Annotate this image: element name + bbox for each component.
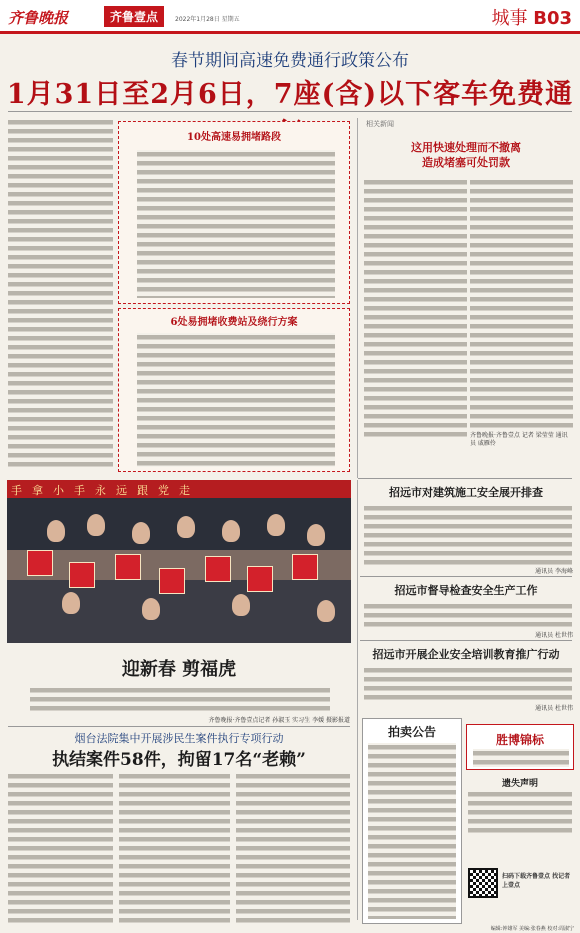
- person: [142, 598, 160, 620]
- court-subtitle: 烟台法院集中开展涉民生案件执行专项行动: [74, 732, 284, 745]
- court-body-2: [119, 772, 230, 927]
- sub-logo: 齐鲁壹点: [104, 6, 164, 27]
- person: [47, 520, 65, 542]
- box-title: 10处高速易拥堵路段: [187, 132, 281, 143]
- paper-cut: [115, 554, 141, 580]
- court-headline: 执结案件58件，拘留17名“老赖”: [52, 750, 306, 770]
- column-divider: [357, 480, 358, 920]
- students-photo: [7, 480, 351, 643]
- photo-headline: 迎新春 剪福虎: [121, 659, 237, 680]
- brief-title: 招远市对建筑施工安全展开排查: [389, 486, 543, 499]
- person: [267, 514, 285, 536]
- qr-code[interactable]: [468, 868, 498, 898]
- person: [232, 594, 250, 616]
- ad-title: 胜博锦标: [495, 733, 544, 747]
- brief-body: [364, 666, 572, 702]
- paper-cut: [27, 550, 53, 576]
- ad-title: 拍卖公告: [387, 725, 436, 739]
- court-body-3: [236, 772, 350, 927]
- person: [222, 520, 240, 542]
- box-body: [137, 333, 335, 467]
- section-label: 城事 B03: [491, 8, 572, 29]
- main-headline: 1月31日至2月6日，7座(含)以下客车免费通: [6, 79, 574, 110]
- court-body-1: [8, 772, 113, 927]
- masthead: [0, 0, 580, 34]
- right-ad: [466, 724, 574, 770]
- related-tag: 相关新闻: [366, 120, 394, 128]
- statement-title: 遗失声明: [501, 779, 538, 789]
- divider: [360, 640, 572, 641]
- brief-title: 招远市开展企业安全培训教育推广行动: [372, 648, 560, 661]
- person: [317, 600, 335, 622]
- box-title: 6处易拥堵收费站及绕行方案: [170, 317, 298, 328]
- auction-ad: [362, 718, 462, 924]
- ad-body: [473, 749, 569, 767]
- person: [177, 516, 195, 538]
- issue-date: 2022年1月28日 星期五: [175, 16, 240, 23]
- related-body-2: [470, 178, 573, 428]
- paper-cut: [159, 568, 185, 594]
- box-body: [137, 150, 335, 298]
- person: [307, 524, 325, 546]
- brief-byline: 通讯员 李海峰: [535, 568, 573, 575]
- person: [132, 522, 150, 544]
- paper-cut: [205, 556, 231, 582]
- related-byline: 齐鲁晚报·齐鲁壹点 记者 梁莹莹 通讯员 戚雁伶: [470, 432, 568, 447]
- footer-editors: 编辑:钟雄军 美编:张春燕 校对:周淑宁: [490, 926, 574, 932]
- person: [62, 592, 80, 614]
- related-title-2: 造成堵塞可处罚款: [422, 156, 510, 169]
- main-subtitle: 春节期间高速免费通行政策公布: [171, 51, 409, 71]
- brief-byline: 通讯员 杜世伟: [535, 705, 573, 712]
- ad-body: [368, 743, 456, 919]
- divider: [8, 111, 572, 112]
- photo-byline: 齐鲁晚报·齐鲁壹点记者 孙淑玉 实习生 李媛 摄影报道: [208, 717, 350, 724]
- divider: [360, 576, 572, 577]
- jam-road-box: [118, 121, 350, 304]
- divider: [358, 478, 572, 479]
- statement-body: [468, 790, 572, 834]
- brief-body: [364, 602, 572, 630]
- toll-station-box: [118, 308, 350, 472]
- related-body-1: [364, 178, 467, 440]
- photo-banner: 手拿小手永远跟党走: [11, 484, 200, 497]
- brief-byline: 通讯员 杜世伟: [535, 632, 573, 639]
- newspaper-logo: 齐鲁晚报: [8, 9, 69, 27]
- paper-cut: [69, 562, 95, 588]
- divider: [8, 726, 350, 727]
- qr-caption: 扫码下载齐鲁壹点 找记者上壹点: [502, 873, 571, 889]
- person: [87, 514, 105, 536]
- brief-body: [364, 504, 572, 566]
- paper-cut: [247, 566, 273, 592]
- paper-cut: [292, 554, 318, 580]
- column-divider: [357, 118, 358, 478]
- brief-title: 招远市督导检查安全生产工作: [394, 584, 538, 597]
- photo-caption: [30, 686, 330, 713]
- related-title-1: 这用快速处理而不撤离: [411, 141, 521, 154]
- body-column-1: [8, 118, 113, 470]
